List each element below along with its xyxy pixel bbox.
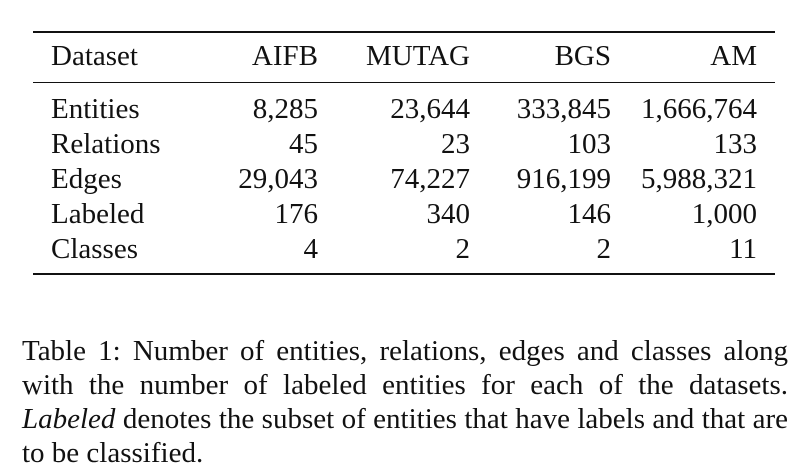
cell-entities-bgs: 333,845 [516,93,611,125]
cell-labeled-am: 1,000 [691,198,757,230]
cell-edges-am: 5,988,321 [641,163,757,195]
dataset-statistics-table [33,31,775,275]
table-row-labeled [33,197,775,232]
cell-labeled-mutag: 340 [426,198,470,230]
cell-classes-bgs: 2 [596,233,611,265]
cell-classes-mutag: 2 [455,233,470,265]
row-label-edges: Edges [51,163,122,195]
row-label-classes: Classes [51,233,138,265]
cell-relations-mutag: 23 [441,128,470,160]
header-bgs: BGS [554,40,611,72]
table-caption [22,334,788,470]
table-row-entities [33,83,775,128]
row-label-entities: Entities [51,93,140,125]
cell-entities-aifb: 8,285 [252,93,318,125]
row-label-relations: Relations [51,128,161,160]
cell-classes-aifb: 4 [303,233,318,265]
cell-relations-bgs: 103 [567,128,611,160]
cell-edges-mutag: 74,227 [390,163,470,195]
caption-text-end: denotes the subset of entities that have labels and that are to be classified. [22,403,788,469]
cell-edges-bgs: 916,199 [516,163,611,195]
table-row-relations [33,127,775,162]
caption-emphasis-labeled: Labeled [22,403,116,435]
cell-entities-mutag: 23,644 [390,93,470,125]
header-aifb: AIFB [251,40,318,72]
cell-classes-am: 11 [729,233,757,265]
header-mutag: MUTAG [365,40,470,72]
cell-labeled-aifb: 176 [274,198,318,230]
dataset-statistics-table-container [33,31,775,275]
cell-relations-am: 133 [713,128,757,160]
caption-text-start: Table 1: Number of entities, relations, edges and classes along with the number of labeled entities for each of the datasets. [22,335,788,401]
table-header-row [33,32,775,83]
header-dataset: Dataset [51,40,138,72]
cell-relations-aifb: 45 [289,128,318,160]
cell-labeled-bgs: 146 [567,198,611,230]
row-label-labeled: Labeled [51,198,145,230]
table-row-edges [33,162,775,197]
cell-entities-am: 1,666,764 [641,93,757,125]
table-row-classes [33,232,775,274]
cell-edges-aifb: 29,043 [238,163,318,195]
header-am: AM [710,40,757,72]
